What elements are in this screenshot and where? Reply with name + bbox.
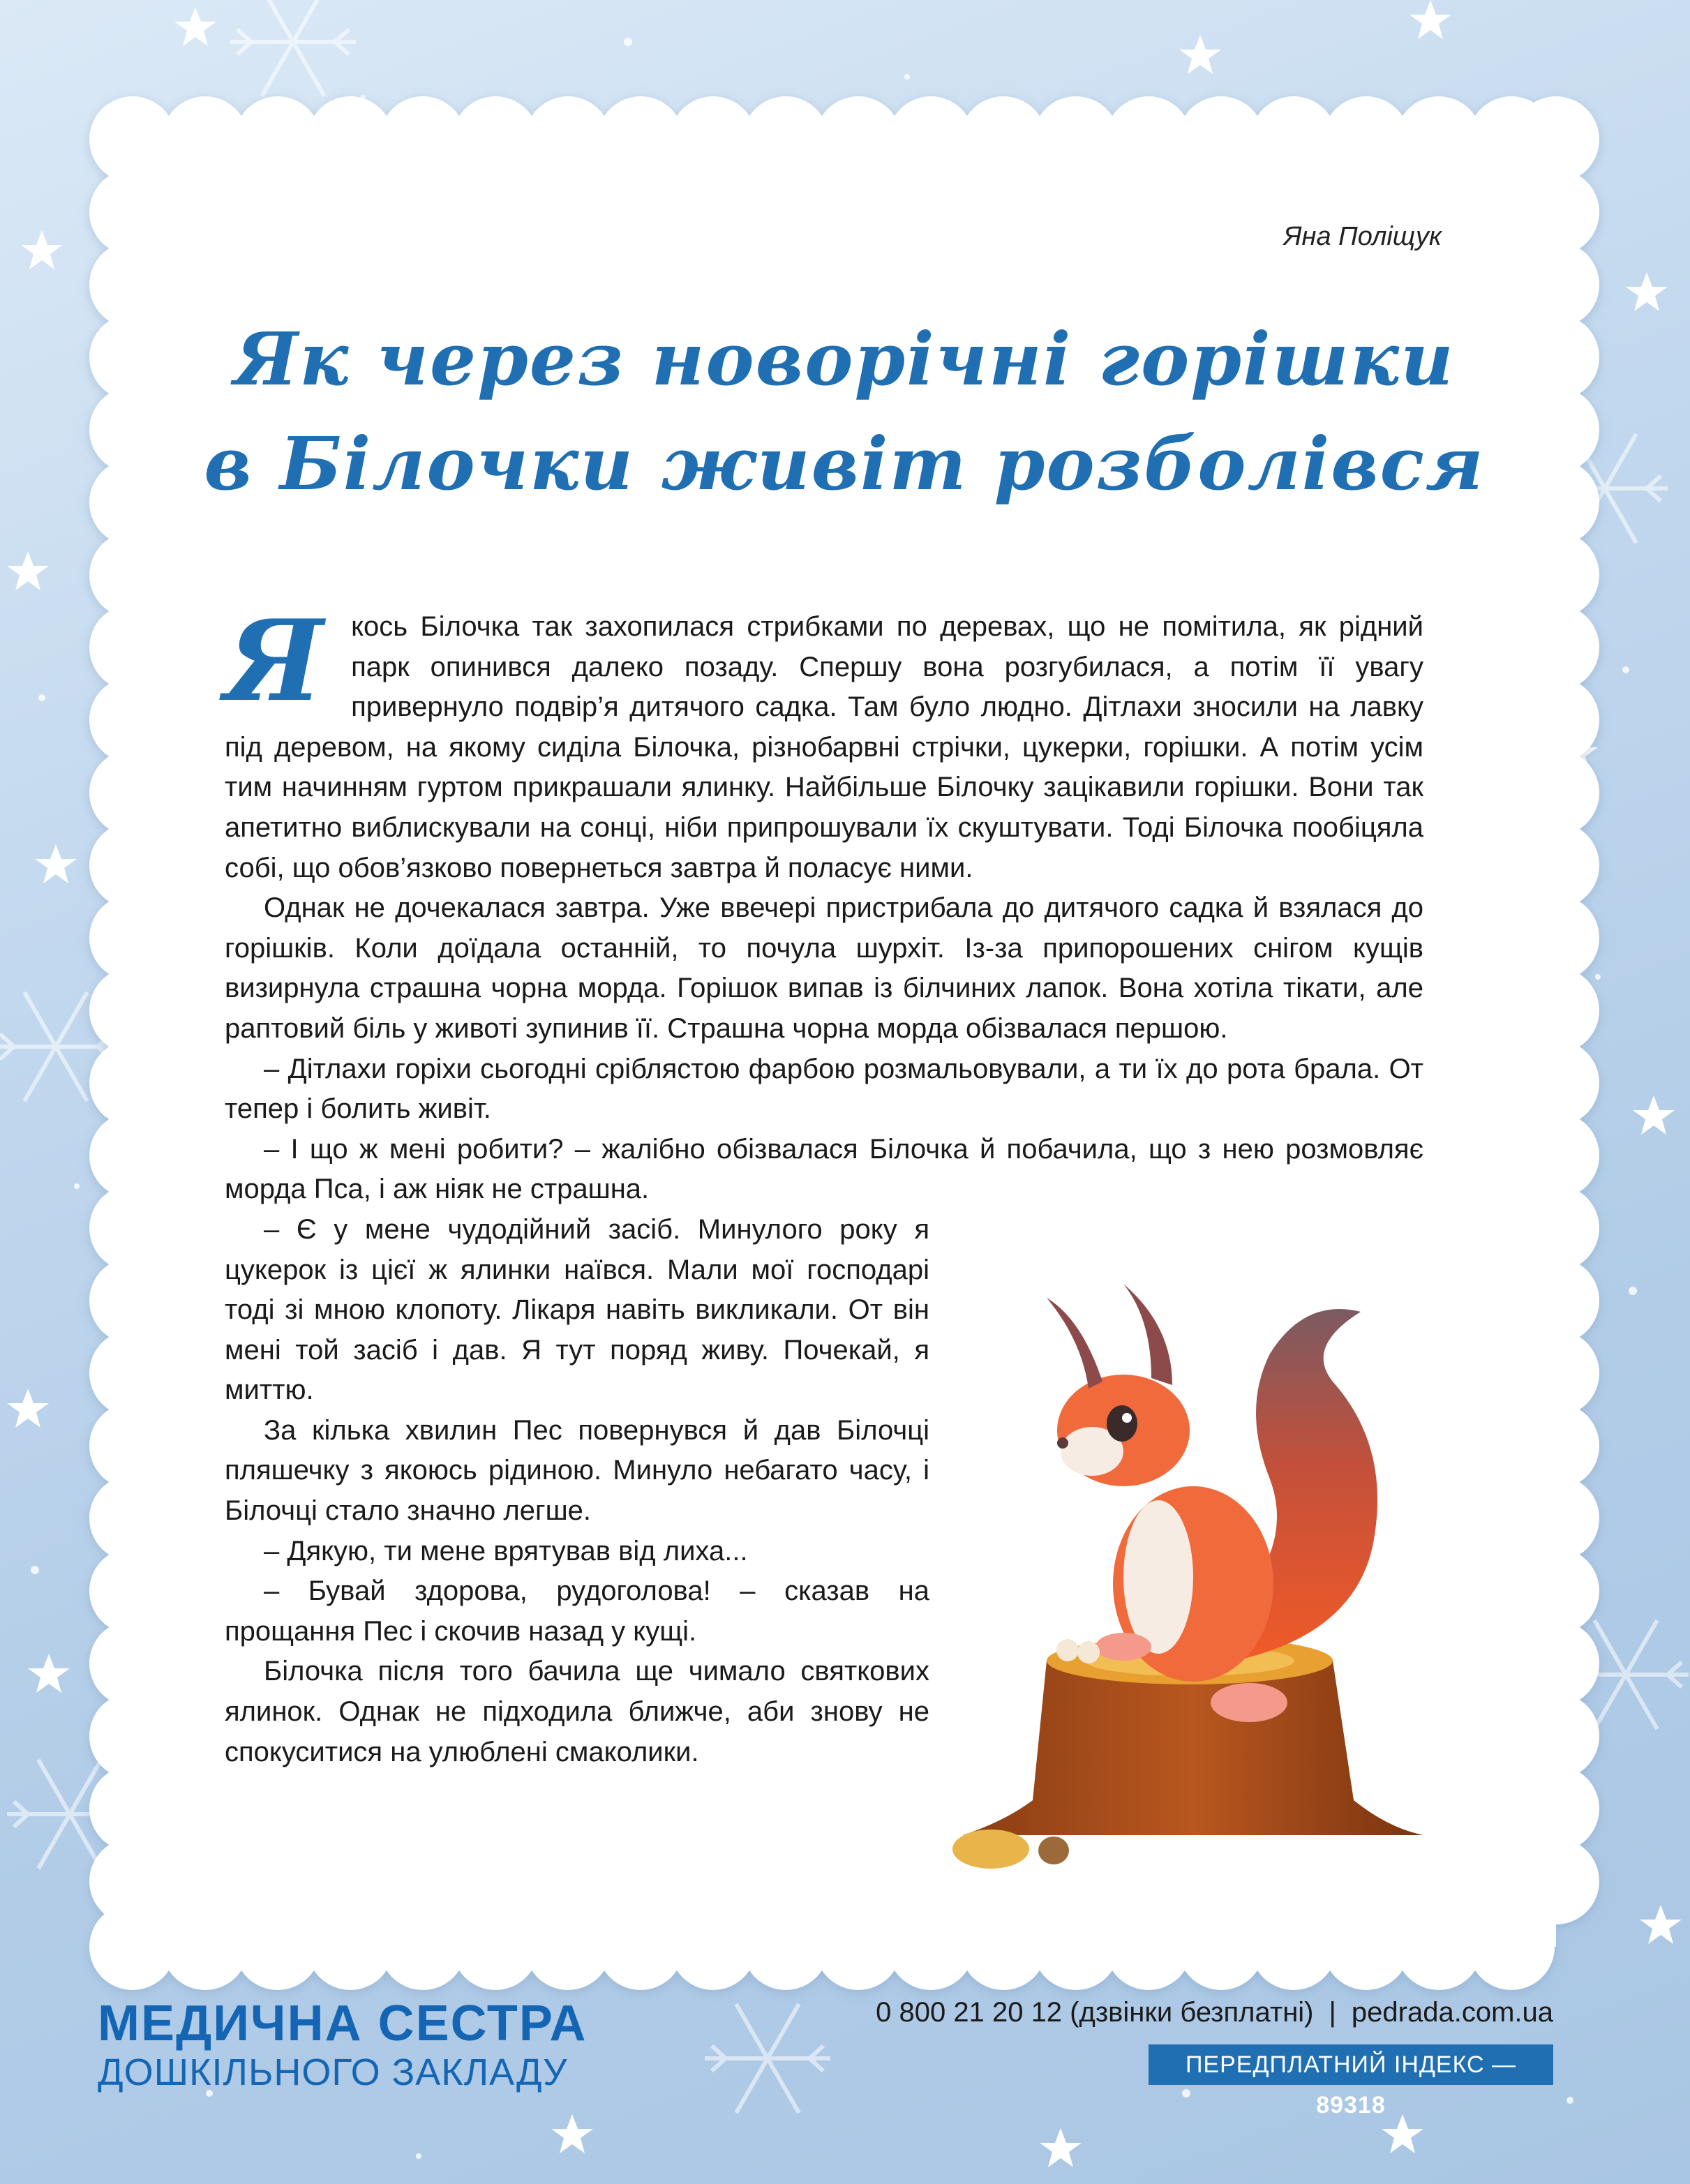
title-line-1: Як через новорічні горішки xyxy=(234,316,1455,402)
paragraph: – Дякую, ти мене врятував від лиха... xyxy=(264,1535,748,1566)
drop-cap: Я xyxy=(225,595,324,726)
paragraph-text: кось Білочка так захопилася стрибками по деревах, що не помітила, як рідний парк опинився далеко позаду. Спершу вона розгубилася, а потім її увагу привернуло подвір’я дитячого садка. Там було людно. Дітлахи зносили на лавку під деревом, на якому сиділа Білочка, різнобарвні стрічки, цукерки, горішки. А потім усім тим начинням гуртом прикрашали ялинку. Найбільше Білочку зацікавили горішки. Вони так апетитно виблискували на сонці, ніби припрошували їх скуштувати. Тоді Білочка пообіцяла собі, що обов’язково повернеться завтра й поласує ними. xyxy=(225,611,1423,883)
contacts xyxy=(876,1997,1553,2028)
author-name: Яна Поліщук xyxy=(1283,222,1442,251)
website-link[interactable]: pedrada.com.ua xyxy=(1351,1997,1553,2028)
paragraph xyxy=(225,595,1423,888)
paragraph: Однак не дочекалася завтра. Уже ввечері пристрибала до дитячого садка й взялася до горішків. Коли доїдала останній, то почула шурхіт. Із-за припорошених снігом кущів визирнула страшна чорна морда. Горішок випав із білчиних лапок. Вона хотіла тікати, але раптовий біль у животі зупинив її. Страшна чорна морда обізвалася першою. xyxy=(225,892,1423,1044)
magazine-logo-subtitle: ДОШКІЛЬНОГО ЗАКЛАДУ xyxy=(98,2051,568,2093)
paragraph: – Є у мене чудодійний засіб. Минулого року я цукерок із цієї ж ялинки наївся. Мали мої господарі тоді зі мною клопоту. Лікаря навіть викликали. От він мені той засіб і дав. Я тут поряд живу. Почекай, я миттю. xyxy=(225,1213,929,1406)
squirrel-illustration xyxy=(942,1270,1444,1884)
subscription-index-badge xyxy=(1149,2044,1553,2118)
story-title xyxy=(181,307,1507,516)
paragraph: – Дітлахи горіхи сьогодні сріблястою фарбою розмальовували, а ти їх до рота брала. От тепер і болить живіт. xyxy=(225,1053,1423,1125)
separator: | xyxy=(1329,1997,1336,2028)
paragraph: – І що ж мені робити? – жалібно обізвалася Білочка й побачила, що з нею розмовляє морда Пса, і аж ніяк не страшна. xyxy=(225,1133,1423,1205)
index-number: 89318 xyxy=(1316,2092,1386,2118)
index-label: ПЕРЕДПЛАТНИЙ ІНДЕКС — xyxy=(1185,2051,1517,2078)
paragraph: Білочка після того бачила ще чимало святкових ялинок. Однак не підходила ближче, аби знову не спокуситися на улюблені смаколики. xyxy=(225,1656,929,1767)
title-line-2: в Білочки живіт розболівся xyxy=(204,421,1485,507)
paragraph: За кілька хвилин Пес повернувся й дав Білочці пляшечку з якоюсь рідиною. Минуло небагато часу, і Білочці стало значно легше. xyxy=(225,1414,929,1527)
magazine-logo-title: МЕДИЧНА СЕСТРА xyxy=(98,1996,588,2051)
phone-number: 0 800 21 20 12 (дзвінки безплатні) xyxy=(876,1997,1314,2028)
paragraph: – Бувай здорова, рудоголова! – сказав на прощання Пес і скочив назад у кущі. xyxy=(225,1576,929,1647)
